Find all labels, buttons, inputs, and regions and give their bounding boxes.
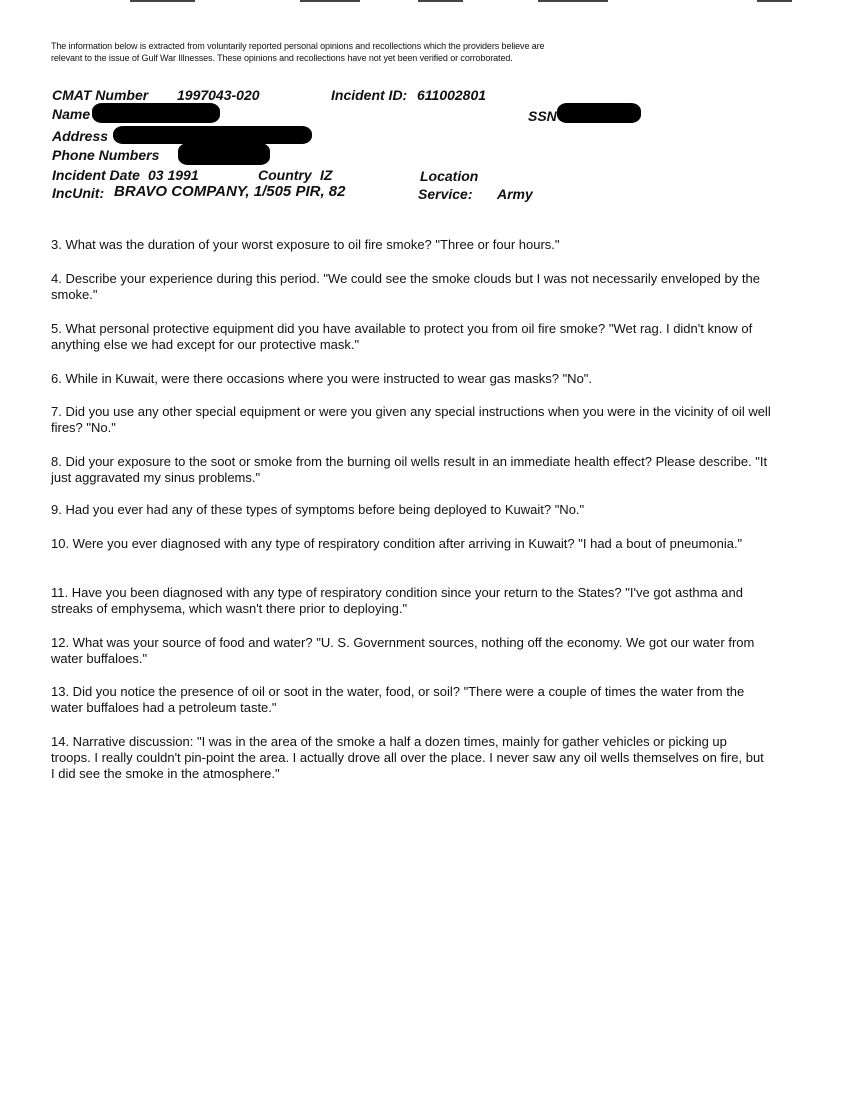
incunit-value: BRAVO COMPANY, 1/505 PIR, 82 [114,183,346,200]
country-label: Country [258,167,312,183]
question-item: 7. Did you use any other special equipment or were you given any special instructions when you were in the vicinity of oil well fires? "No." [51,404,771,435]
question-item: 4. Describe your experience during this period. "We could see the smoke clouds but I was not necessarily enveloped by the smoke." [51,271,760,302]
incident-date-value: 03 1991 [148,167,199,183]
question-item: 9. Had you ever had any of these types of symptoms before being deployed to Kuwait? "No." [51,502,585,517]
question-item: 11. Have you been diagnosed with any type of respiratory condition since your return to the States? "I've got asthma and streaks of emphysema, which wasn't there prior to deploying." [51,585,743,616]
scan-artifact-line [418,0,463,2]
question-item: 3. What was the duration of your worst exposure to oil fire smoke? "Three or four hours." [51,237,560,252]
address-redaction [113,126,312,144]
scan-artifact-line [300,0,360,2]
scan-artifact-line [757,0,792,2]
question-item: 13. Did you notice the presence of oil or soot in the water, food, or soil? "There were a couple of times the water from the water buffaloes had a petroleum taste." [51,684,745,715]
question-item: 5. What personal protective equipment did you have available to protect you from oil fire smoke? "Wet rag. I didn't know of anything else we had except for our protective mask." [51,321,753,352]
disclaimer-text: The information below is extracted from voluntarily reported personal opinions and recollections which the providers believe are relevant to the issue of Gulf War Illnesses. These opinions and recollections have not yet been verified or corroborated. [51,41,545,63]
question-item: 12. What was your source of food and water? "U. S. Government sources, nothing off the economy. We got our water from water buffaloes." [51,635,755,666]
name-label: Name [52,106,91,122]
ssn-redaction [557,103,641,123]
address-label: Address [52,128,109,144]
country-value: IZ [320,167,333,183]
service-value: Army [497,186,533,202]
question-item: 6. While in Kuwait, were there occasions where you were instructed to wear gas masks? "No". [51,371,593,386]
incident-id-label: Incident ID: [331,87,408,103]
phone-label: Phone Numbers [52,147,160,163]
location-label: Location [420,168,479,184]
cmat-label: CMAT Number [52,87,149,103]
ssn-label: SSN [528,108,557,124]
cmat-value: 1997043-020 [177,87,260,103]
question-item: 10. Were you ever diagnosed with any type of respiratory condition after arriving in Kuwait? "I had a bout of pneumonia." [51,536,743,551]
incident-id-value: 611002801 [417,87,487,103]
scan-artifact-line [130,0,195,2]
incident-date-label: Incident Date [52,167,140,183]
scan-artifact-line [538,0,608,2]
incunit-label: IncUnit: [52,185,105,201]
phone-redaction [178,143,270,165]
name-redaction [92,103,220,123]
question-item: 14. Narrative discussion: "I was in the area of the smoke a half a dozen times, mainly for gather vehicles or picking up troops. I really couldn't pin-point the area. I actually drove all over the place. I never saw any oil wells themselves on fire, but I did see the smoke in the atmosphere." [51,734,764,781]
question-item: 8. Did your exposure to the soot or smoke from the burning oil wells result in an immediate health effect? Please describe. "It just aggravated my sinus problems." [51,454,768,485]
service-label: Service: [418,186,473,202]
